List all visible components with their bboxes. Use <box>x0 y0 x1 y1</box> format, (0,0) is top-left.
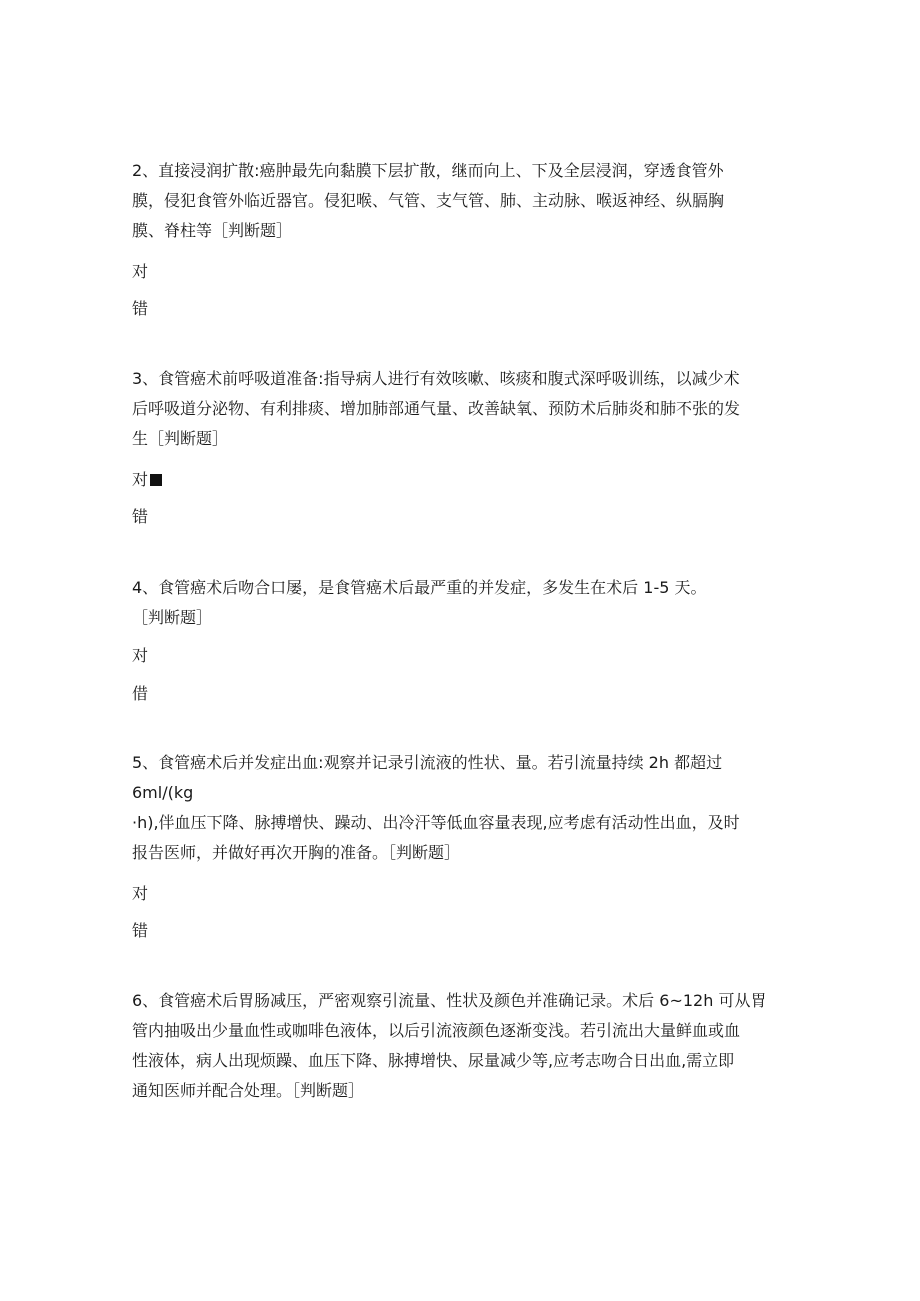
option-true[interactable] <box>132 884 148 904</box>
selected-mark-icon <box>150 474 162 486</box>
option-false[interactable] <box>132 507 148 527</box>
question-6 <box>132 986 792 1106</box>
stem-line: ［判断题］ <box>132 608 213 627</box>
stem-line: 性液体，病人出现烦躁、血压下降、脉搏增快、尿量减少等,应考志吻合日出血,需立即 <box>132 1051 735 1070</box>
question-2 <box>132 156 792 318</box>
option-true[interactable] <box>132 470 162 490</box>
option-label: 错 <box>132 921 149 940</box>
stem-line: 生［判断题］ <box>132 429 229 448</box>
option-label: 错 <box>132 299 149 318</box>
question-stem <box>132 748 792 868</box>
option-label: 借 <box>132 684 149 703</box>
stem-line: 2、直接浸润扩散:癌肿最先向黏膜下层扩散，继而向上、下及全层浸润，穿透食管外 <box>132 161 724 180</box>
stem-line: 膜，侵犯食管外临近器官。侵犯喉、气管、支气管、肺、主动脉、喉返神经、纵膈胸 <box>132 191 725 210</box>
stem-line: 6、食管癌术后胃肠减压，严密观察引流量、性状及颜色并准确记录。术后 6~12h 可从胃 <box>132 991 767 1010</box>
stem-line: 6ml/(kg <box>132 783 194 802</box>
question-4 <box>132 573 792 703</box>
stem-line: 后呼吸道分泌物、有利排痰、增加肺部通气量、改善缺氧、预防术后肺炎和肺不张的发 <box>132 399 741 418</box>
option-label: 对 <box>132 262 149 281</box>
option-label: 对 <box>132 470 149 489</box>
question-stem <box>132 573 792 633</box>
stem-line: 报告医师，并做好再次开胸的准备。［判断题］ <box>132 843 461 862</box>
option-label: 错 <box>132 507 149 526</box>
option-false[interactable] <box>132 684 148 704</box>
option-false[interactable] <box>132 921 148 941</box>
stem-line: 膜、脊柱等［判断题］ <box>132 221 293 240</box>
stem-line: 管内抽吸出少量血性或咖啡色液体，以后引流液颜色逐渐变浅。若引流出大量鲜血或血 <box>132 1021 741 1040</box>
question-3 <box>132 364 792 526</box>
question-stem <box>132 156 792 246</box>
stem-line: 通知医师并配合处理。［判断题］ <box>132 1081 365 1100</box>
option-true[interactable] <box>132 262 148 282</box>
option-true[interactable] <box>132 646 148 666</box>
option-label: 对 <box>132 884 149 903</box>
stem-line: 4、食管癌术后吻合口屡，是食管癌术后最严重的并发症，多发生在术后 1-5 天。 <box>132 578 707 597</box>
option-false[interactable] <box>132 299 148 319</box>
question-stem <box>132 364 792 454</box>
stem-line: 3、食管癌术前呼吸道准备:指导病人进行有效咳嗽、咳痰和腹式深呼吸训练，以减少术 <box>132 369 740 388</box>
option-label: 对 <box>132 646 149 665</box>
question-stem <box>132 986 792 1106</box>
stem-line: 5、食管癌术后并发症出血:观察并记录引流液的性状、量。若引流量持续 2h 都超过 <box>132 753 723 772</box>
stem-line: ·h),伴血压下降、脉搏增快、躁动、出冷汗等低血容量表现,应考虑有活动性出血，及时 <box>132 813 740 832</box>
question-5 <box>132 748 792 940</box>
